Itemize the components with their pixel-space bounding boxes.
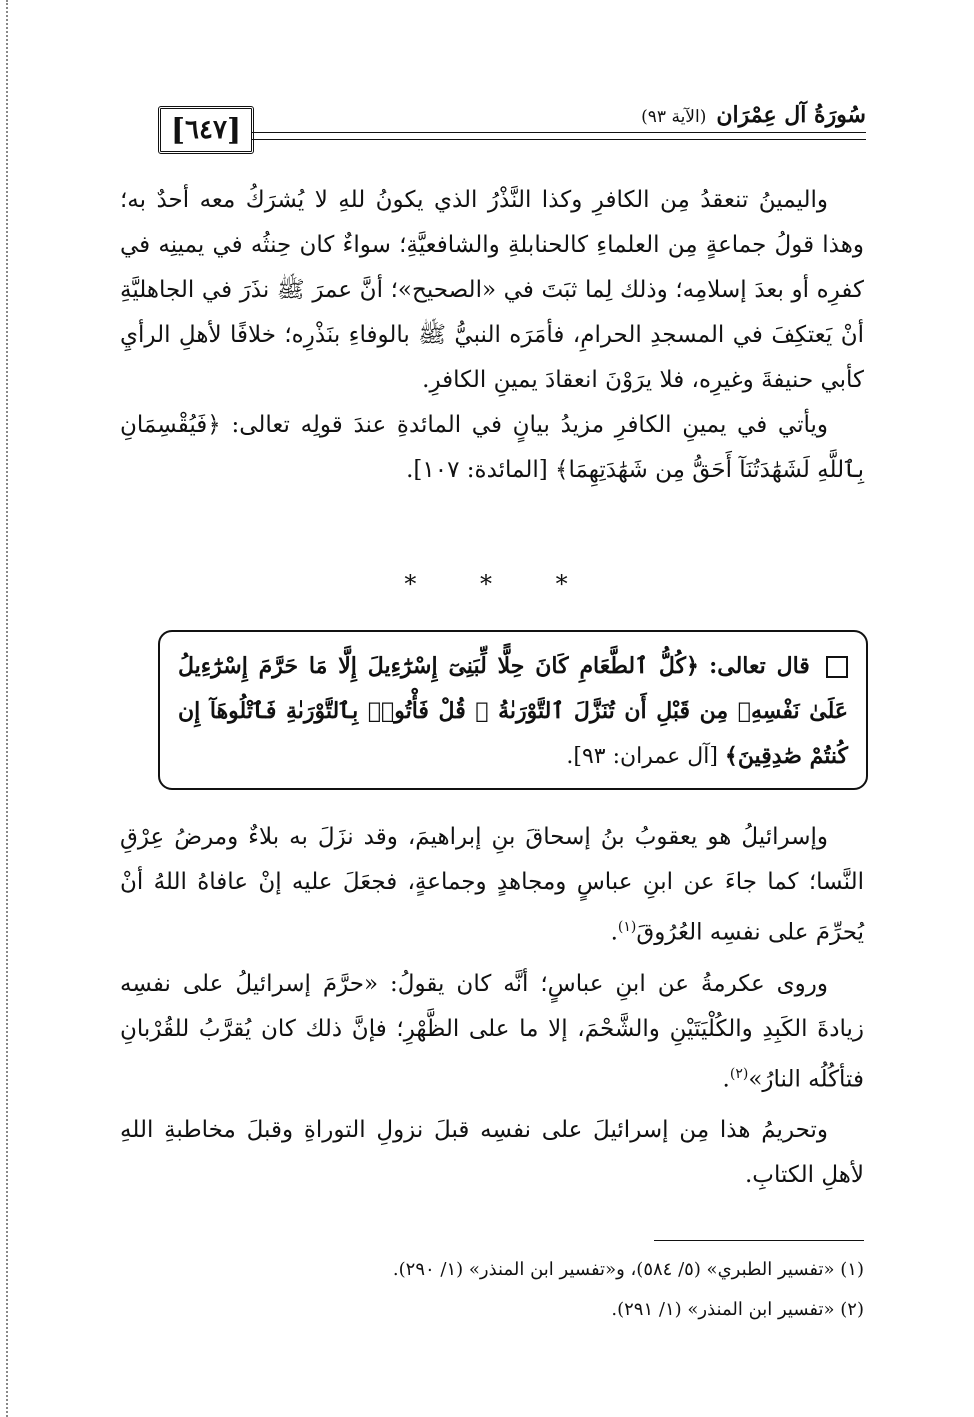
paragraph: واليمينُ تنعقدُ مِن الكافرِ وكذا النَّذْرُ الذي يكونُ للهِ لا يُشرَكُ معه أحدٌ به؛ وهذا قولُ جماعةٍ مِن العلماءِ كالحنابلةِ والشافعيَّةِ؛ سواءٌ كان حِنثُه في يمينِه في كفرِه أو بعدَ إسلامِه؛ وذلك لِما ثبَتَ في «الصحيح»؛ أنَّ عمرَ ﷺ نذَرَ في الجاهليَّةِ أنْ يَعتكِفَ في المسجدِ الحرامِ، فأمَرَه النبيُّ ﷺ بالوفاءِ بنَذْرِه؛ خلافًا لأهلِ الرأيِ كأبي حنيفةَ وغيرِه، فلا يرَوْنَ انعقادَ يمينِ الكافرِ. — [120, 187, 864, 393]
footnote-divider — [654, 1240, 864, 1241]
footnotes — [120, 1250, 864, 1330]
verse-lead: قال تعالى: — [709, 653, 810, 679]
footnote-mark[interactable]: (٢) — [729, 1065, 749, 1082]
paragraph: وتحريمُ هذا مِن إسرائيلَ على نفسِه قبلَ نزولِ التوراةِ وقبلَ مخاطبةِ اللهِ لأهلِ الكتابِ. — [120, 1117, 864, 1189]
ayah-reference: (الآية ٩٣) — [641, 107, 707, 127]
verse-text: ﴿كُلُّ ٱلطَّعَامِ كَانَ حِلًّا لِّبَنِىٓ إِسْرَٰٓءِيلَ إِلَّا مَا حَرَّمَ إِسْرَٰٓءِيلُ عَلَىٰ نَفْسِهِۦ مِن قَبْلِ أَن تُنَزَّلَ ٱلتَّوْرَىٰةُ ۗ قُلْ فَأْتُوا۟ بِٱلتَّوْرَىٰةِ فَٱتْلُوهَآ إِن كُنتُمْ صَٰدِقِينَ﴾ — [178, 653, 848, 769]
paragraph: وإسرائيلُ هو يعقوبُ بنُ إسحاقَ بنِ إبراهيمَ، وقد نزَلَ به بلاءٌ ومرضُ عِرْقِ النَّسا؛ كما جاءَ عن ابنِ عباسٍ ومجاهدٍ وجماعةٍ، فجعَلَ عليه إنْ عافاهُ اللهُ أنْ يُحرِّمَ على نفسِه العُرُوقَ — [120, 824, 864, 946]
top-text-block — [120, 178, 864, 493]
header-title — [633, 102, 866, 128]
bottom-text-block: وإسرائيلُ هو يعقوبُ بنُ إسحاقَ بنِ إبراهيمَ، وقد نزَلَ به بلاءٌ ومرضُ عِرْقِ النَّسا؛ كما جاءَ عن ابنِ عباسٍ ومجاهدٍ وجماعةٍ، فجعَلَ عليه إنْ عافاهُ اللهُ أنْ يُحرِّمَ على نفسِه العُرُوقَ$^{(١)}$. وروى عكرمةُ عن ابنِ عباسٍ؛ أنَّه كان يقولُ: «حرَّمَ إسرائيلُ على نفسِه زيادةَ الكَبِدِ والكُلْيَتَيْنِ والشَّحْمَ، إلا ما على الظَّهْرِ؛ فإنَّ ذلك كان يُقرَّبُ للقُرْبانِ فتأكُلُه النارُ»$^{(٢)}$. وتحريمُ هذا مِن إسرائيلَ على نفسِه قبلَ نزولِ التوراةِ وقبلَ مخاطبةِ اللهِ لأهلِ الكتابِ. — [120, 815, 864, 1198]
page-number: ٦٤٧ — [185, 115, 227, 145]
page-edge — [0, 0, 8, 1417]
footnote: (٢) «تفسير ابن المنذر» (١/ ٢٩١). — [611, 1299, 864, 1320]
section-separator: * * * — [404, 570, 596, 598]
page-number-box: [ ٦٤٧ ] — [158, 106, 254, 154]
page-header — [158, 100, 866, 156]
verse-reference: [آل عمران: ٩٣]. — [566, 744, 718, 769]
quran-verse-box — [158, 630, 868, 790]
footnote-mark[interactable]: (١) — [617, 919, 637, 935]
surah-title: سُورَةُ آل عِمْرَان — [716, 102, 866, 128]
paragraph: وروى عكرمةُ عن ابنِ عباسٍ؛ أنَّه كان يقولُ: «حرَّمَ إسرائيلُ على نفسِه زيادةَ الكَبِدِ والكُلْيَتَيْنِ والشَّحْمَ، إلا ما على الظَّهْرِ؛ فإنَّ ذلك كان يُقرَّبُ للقُرْبانِ فتأكُلُه النارُ» — [120, 970, 864, 1093]
header-rule — [252, 132, 866, 140]
footnote: (١) «تفسير الطبري» (٥/ ٥٨٤)، و«تفسير ابن المنذر» (١/ ٢٩٠). — [392, 1259, 864, 1280]
paragraph: ويأتي في يمينِ الكافرِ مزيدُ بيانٍ في المائدةِ عندَ قولِه تعالى: ﴿فَيُقْسِمَانِ بِٱللَّهِ لَشَهَٰدَتُنَآ أَحَقُّ مِن شَهَٰدَتِهِمَا﴾ [المائدة: ١٠٧]. — [120, 412, 864, 483]
verse-marker-icon — [826, 656, 848, 678]
